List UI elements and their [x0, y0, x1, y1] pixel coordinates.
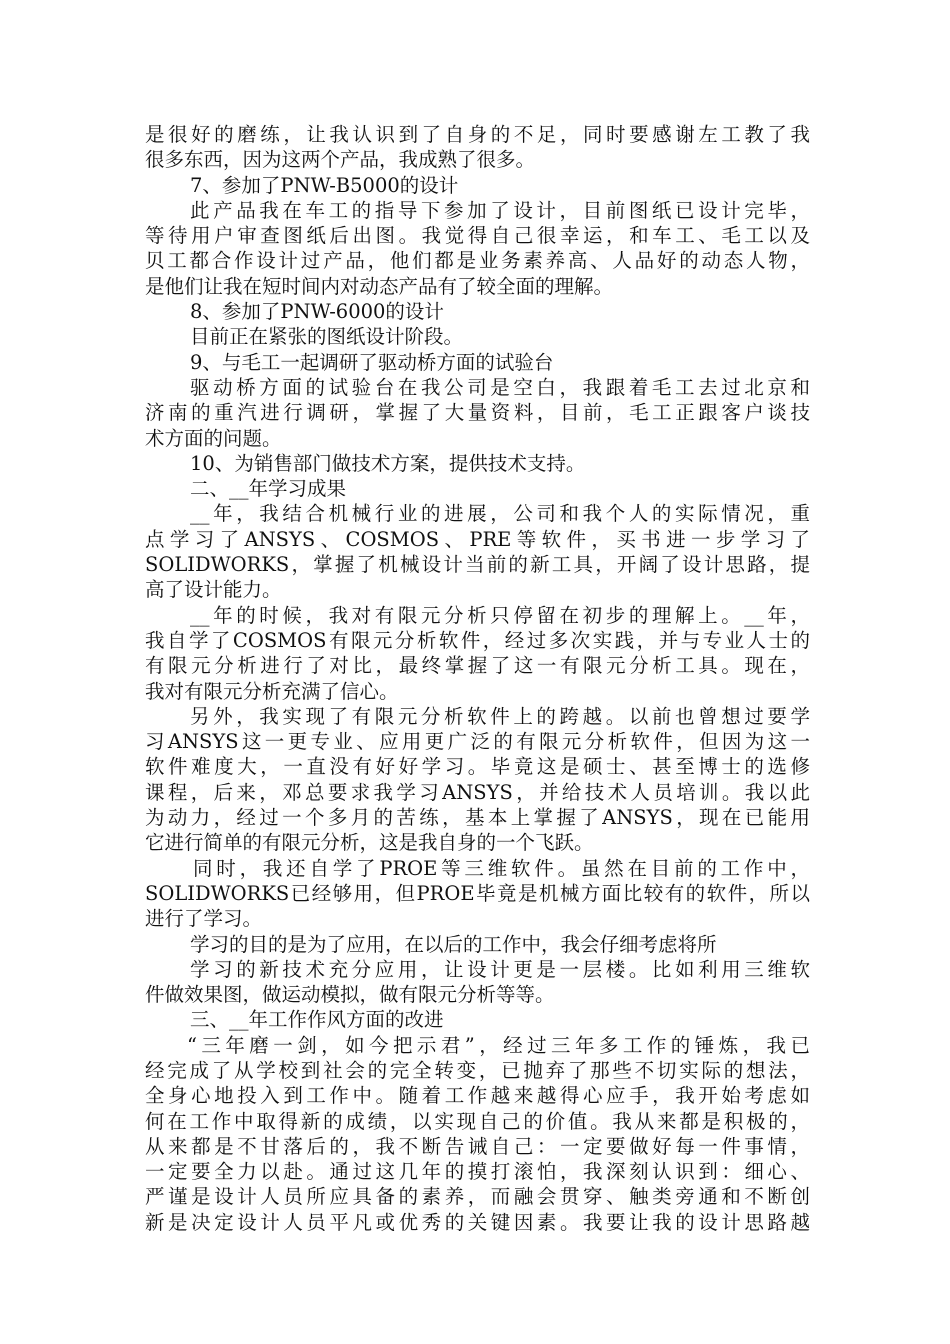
text-line: 有限元分析进行了对比，最终掌握了这一有限元分析工具。现在， [145, 654, 810, 678]
text-line: “三年磨一剑，如今把示君”，经过三年多工作的锤炼，我已 [187, 1033, 810, 1057]
text-line: 习ANSYS这一更专业、应用更广泛的有限元分析软件，但因为这一 [145, 730, 810, 754]
text-line: 济南的重汽进行调研，掌握了大量资料，目前，毛工正跟客户谈技 [145, 401, 810, 425]
section-item: 8、参加了PNW-6000的设计 [190, 300, 444, 324]
text-line: 一定要全力以赴。通过这几年的摸打滚怕，我深刻认识到：细心、 [145, 1160, 810, 1184]
text-line: 件做效果图，做运动模拟，做有限元分析等等。 [145, 983, 555, 1007]
text-line: 课程，后来，邓总要求我学习ANSYS，并给技术人员培训。我以此 [145, 780, 810, 804]
section-item: 9、与毛工一起调研了驱动桥方面的试验台 [190, 350, 554, 374]
document-body [145, 122, 810, 1235]
text-line: SOLIDWORKS已经够用，但PROE毕竟是机械方面比较有的软件，所以 [145, 881, 810, 905]
text-line: 点学习了ANSYS、COSMOS、PRE等软件，买书进一步学习了 [145, 527, 810, 551]
text-line: 学习的新技术充分应用，让设计更是一层楼。比如利用三维软 [190, 957, 810, 981]
text-line: 为动力，经过一个多月的苦练，基本上掌握了ANSYS，现在已能用 [145, 806, 810, 830]
text-line: 经完成了从学校到社会的完全转变，已抛弃了那些不切实际的想法， [145, 1058, 810, 1082]
text-line: 进行了学习。 [145, 907, 263, 931]
text-line: __年的时候，我对有限元分析只停留在初步的理解上。__年， [190, 603, 810, 627]
text-line: SOLIDWORKS，掌握了机械设计当前的新工具，开阔了设计思路，提 [145, 553, 810, 577]
section-item: 7、参加了PNW-B5000的设计 [190, 173, 459, 197]
text-line: 学习的目的是为了应用，在以后的工作中，我会仔细考虑将所 [190, 932, 717, 956]
text-line: 全身心地投入到工作中。随着工作越来越得心应手，我开始考虑如 [145, 1084, 810, 1108]
section-heading: 三、__年工作作风方面的改进 [190, 1008, 444, 1032]
text-line: 严谨是设计人员所应具备的素养，而融会贯穿、触类旁通和不断创 [145, 1185, 810, 1209]
text-line: 它进行简单的有限元分析，这是我自身的一个飞跃。 [145, 831, 594, 855]
text-line: 同时，我还自学了PROE等三维软件。虽然在目前的工作中， [193, 856, 810, 880]
text-line: 高了设计能力。 [145, 578, 282, 602]
text-line: 新是决定设计人员平凡或优秀的关键因素。我要让我的设计思路越 [145, 1210, 810, 1234]
text-line: 此产品我在车工的指导下参加了设计，目前图纸已设计完毕， [190, 198, 810, 222]
text-line: 我自学了COSMOS有限元分析软件，经过多次实践，并与专业人士的 [145, 628, 810, 652]
text-line: 是很好的磨练，让我认识到了自身的不足，同时要感谢左工教了我 [145, 123, 810, 146]
text-line: 软件难度大，一直没有好好学习。毕竟这是硕士、甚至博士的选修 [145, 755, 810, 779]
text-line: 是他们让我在短时间内对动态产品有了较全面的理解。 [145, 274, 614, 298]
text-line: 术方面的问题。 [145, 426, 282, 450]
text-line: __年，我结合机械行业的进展，公司和我个人的实际情况，重 [190, 502, 810, 526]
text-line: 目前正在紧张的图纸设计阶段。 [190, 325, 464, 349]
text-line: 另外，我实现了有限元分析软件上的跨越。以前也曾想过要学 [190, 704, 810, 728]
section-heading: 二、__年学习成果 [190, 477, 347, 501]
text-line: 从来都是不甘落后的，我不断告诫自己：一定要做好每一件事情， [145, 1134, 810, 1158]
text-line: 等待用户审查图纸后出图。我觉得自己很幸运，和车工、毛工以及 [145, 224, 810, 248]
section-item: 10、为销售部门做技术方案，提供技术支持。 [190, 451, 586, 475]
text-line: 贝工都合作设计过产品，他们都是业务素养高、人品好的动态人物， [145, 249, 810, 273]
text-line: 我对有限元分析充满了信心。 [145, 679, 399, 703]
text-line: 驱动桥方面的试验台在我公司是空白，我跟着毛工去过北京和 [190, 375, 810, 399]
text-line: 何在工作中取得新的成绩，以实现自己的价值。我从来都是积极的， [145, 1109, 810, 1133]
text-line: 很多东西，因为这两个产品，我成熟了很多。 [145, 148, 536, 172]
